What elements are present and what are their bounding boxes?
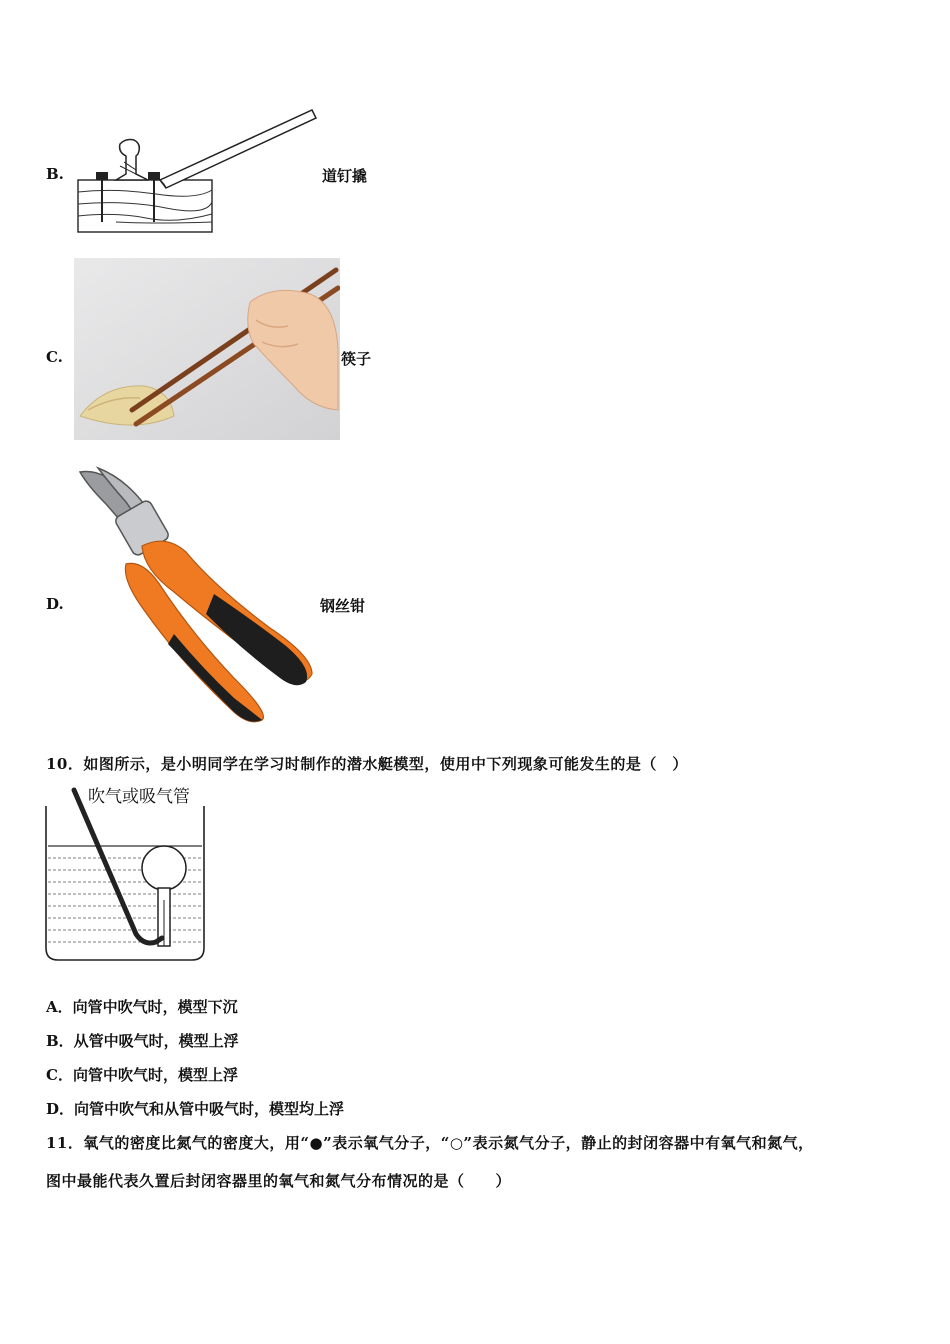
option-b-caption: 道钉撬 xyxy=(322,167,368,185)
beaker-diagram xyxy=(44,782,214,966)
option-c-letter: C. xyxy=(46,348,63,366)
question-10-text: 10．如图所示，是小明同学在学习时制作的潜水艇模型，使用中下列现象可能发生的是（ ） xyxy=(46,755,688,773)
q10-choice-a: A．向管中吹气时，模型下沉 xyxy=(46,998,238,1016)
spike-lever-drawing xyxy=(76,104,318,236)
option-d-letter: D. xyxy=(46,595,64,613)
q10-choice-b: B．从管中吸气时，模型上浮 xyxy=(46,1032,239,1050)
option-d-caption: 钢丝钳 xyxy=(320,597,366,615)
option-c-caption: 筷子 xyxy=(341,350,372,368)
option-b-letter: B. xyxy=(46,165,64,183)
question-11-line1: 11．氧气的密度比氮气的密度大，用“●”表示氧气分子，“○”表示氮气分子，静止的封闭容器中有氧气和氮气， xyxy=(46,1134,814,1152)
question-11-line2: 图中最能代表久置后封闭容器里的氧气和氮气分布情况的是（ ） xyxy=(46,1172,512,1190)
q10-choice-c: C．向管中吹气时，模型上浮 xyxy=(46,1066,238,1084)
tube-label: 吹气或吸气管 xyxy=(88,787,190,807)
pliers-photo xyxy=(74,464,320,726)
submarine-model-figure xyxy=(44,782,214,966)
chopsticks-photo xyxy=(74,258,340,440)
q10-choice-d: D．向管中吹气和从管中吸气时，模型均上浮 xyxy=(46,1100,345,1118)
